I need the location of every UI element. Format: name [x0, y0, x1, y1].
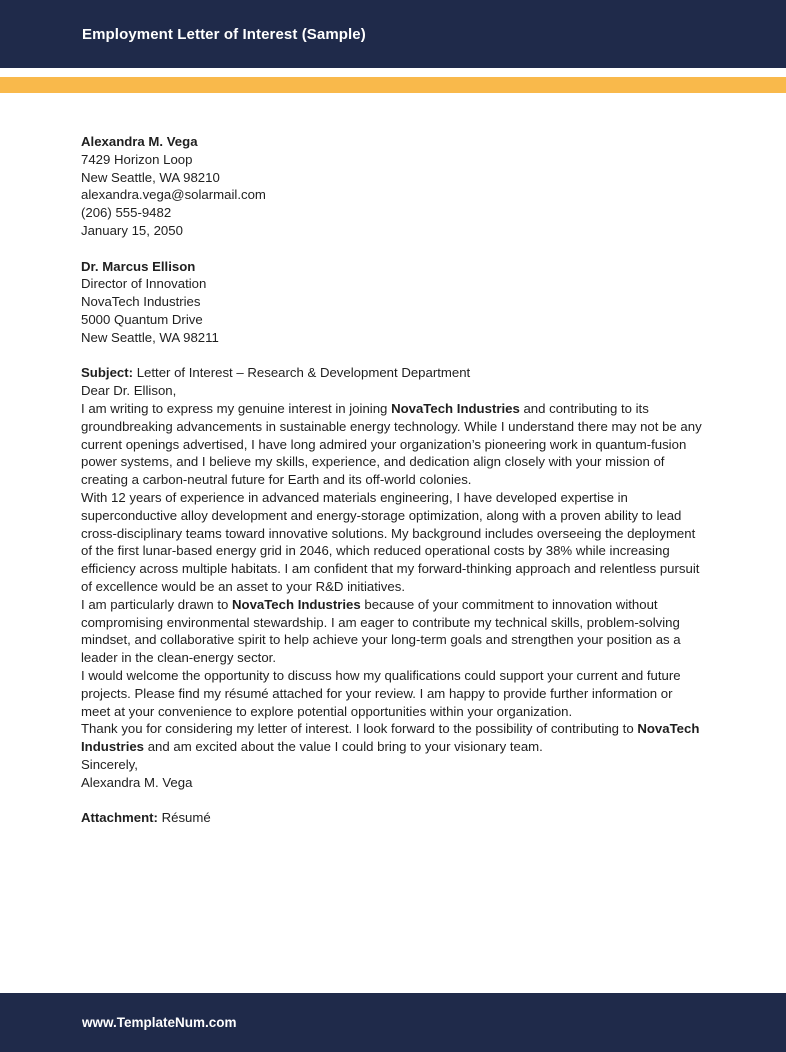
letter-paragraph-3: I am particularly drawn to NovaTech Industries because of your commitment to innovation without compromising environmental stewardship. I am eager to contribute my technical skills, problem-solving mindset, and collaborative spirit to help achieve your long-term goals and strengthen your position as a leader in the clean-energy sector.	[81, 596, 681, 666]
page-title: Employment Letter of Interest (Sample)	[82, 25, 366, 43]
header-gap	[0, 68, 786, 77]
salutation: Dear Dr. Ellison,	[81, 383, 177, 399]
sender-street: 7429 Horizon Loop	[81, 151, 193, 167]
letter-paragraph-4: I would welcome the opportunity to discuss how my qualifications could support your current and future projects. Please find my résumé attached for your review. I am happy to provide further information or meet at your convenience to explore potential opportunities within your organization.	[81, 667, 681, 719]
sender-email: alexandra.vega@solarmail.com	[81, 187, 266, 203]
closing-signature: Alexandra M. Vega	[81, 774, 193, 790]
recipient-title: Director of Innovation	[81, 276, 207, 292]
attachment-label: Attachment:	[81, 810, 158, 826]
recipient-name: Dr. Marcus Ellison	[81, 258, 196, 274]
letter-date: January 15, 2050	[81, 222, 183, 238]
sender-phone: (206) 555-9482	[81, 205, 172, 221]
subject-text: Letter of Interest – Research & Development Department	[133, 365, 471, 381]
recipient-address-block	[81, 258, 703, 347]
attachment-line	[81, 809, 703, 827]
subject-line	[81, 364, 703, 382]
subject-label: Subject:	[81, 365, 134, 381]
closing-block	[81, 756, 703, 792]
sender-city: New Seattle, WA 98210	[81, 169, 220, 185]
footer-website-link[interactable]: www.TemplateNum.com	[82, 1015, 237, 1030]
recipient-street: 5000 Quantum Drive	[81, 311, 203, 327]
sender-address-block	[81, 133, 703, 240]
letter-paragraph-2: With 12 years of experience in advanced materials engineering, I have developed expertise in superconductive alloy development and energy-storage optimization, along with a proven ability to lead cross-disciplinary teams toward innovative solutions. My background includes overseeing the deployment of the first lunar-based energy grid in 2046, which reduced operational costs by 38% while increasing efficiency across multiple habitats. I am confident that my forward-thinking approach and relentless pursuit of excellence would be an asset to your R&D initiatives.	[81, 489, 700, 594]
accent-stripe	[0, 77, 786, 93]
letter-paragraph-5: Thank you for considering my letter of interest. I look forward to the possibility of contributing to NovaTech Industries and am excited about the value I could bring to your visionary team.	[81, 721, 700, 755]
recipient-company: NovaTech Industries	[81, 294, 201, 310]
document-header-bar	[0, 0, 786, 68]
recipient-city: New Seattle, WA 98211	[81, 329, 219, 345]
letter-paragraph-1: I am writing to express my genuine interest in joining NovaTech Industries and contributing to its groundbreaking advancements in sustainable energy technology. While I understand there may not be any current openings advertised, I have long admired your organization’s pioneering work in quantum-fusion power systems, and I believe my skills, experience, and dedication align closely with your mission of creating a carbon-neutral future for Earth and its off-world colonies.	[81, 400, 702, 488]
closing-sincerely: Sincerely,	[81, 756, 138, 772]
attachment-text: Résumé	[157, 810, 211, 826]
document-footer-bar	[0, 993, 786, 1052]
letter-body	[0, 93, 786, 993]
sender-name: Alexandra M. Vega	[81, 134, 198, 149]
